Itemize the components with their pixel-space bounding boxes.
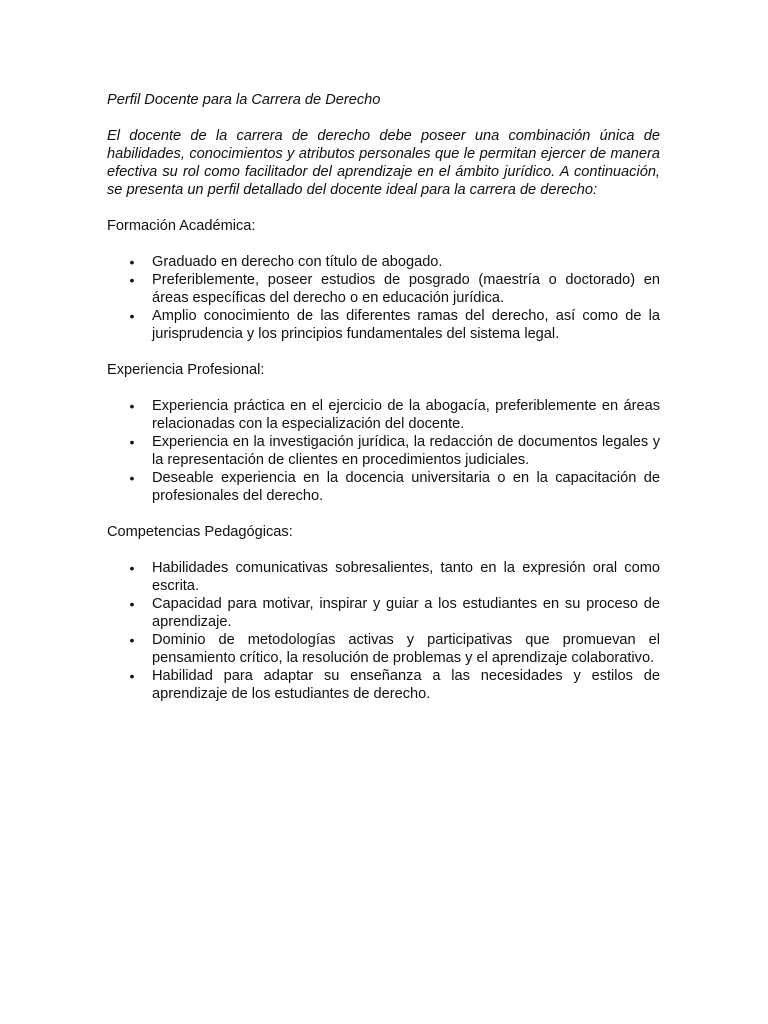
list-item-text: Experiencia práctica en el ejercicio de la abogacía, preferiblemente en áreas relacionadas con la especialización del docente. <box>152 398 660 432</box>
bullet-icon: • <box>129 434 135 450</box>
list-item-text: Experiencia en la investigación jurídica, la redacción de documentos legales y la representación de clientes en procedimientos judiciales. <box>152 434 660 468</box>
list-competencias <box>107 559 660 703</box>
bullet-icon: • <box>129 272 135 288</box>
list-item <box>107 631 660 667</box>
list-formacion <box>107 253 660 343</box>
list-item <box>107 271 660 307</box>
list-item-text: Capacidad para motivar, inspirar y guiar a los estudiantes en su proceso de aprendizaje. <box>152 596 660 630</box>
list-experiencia <box>107 397 660 505</box>
list-item <box>107 667 660 703</box>
bullet-icon: • <box>129 398 135 414</box>
bullet-icon: • <box>129 596 135 612</box>
list-item-text: Graduado en derecho con título de abogado. <box>152 254 443 270</box>
list-item-text: Deseable experiencia en la docencia universitaria o en la capacitación de profesionales del derecho. <box>152 470 660 504</box>
list-item-text: Amplio conocimiento de las diferentes ramas del derecho, así como de la jurisprudencia y los principios fundamentales del sistema legal. <box>152 308 660 342</box>
list-item-text: Habilidad para adaptar su enseñanza a las necesidades y estilos de aprendizaje de los estudiantes de derecho. <box>152 668 660 702</box>
list-item <box>107 595 660 631</box>
section-heading-experiencia: Experiencia Profesional: <box>107 362 265 378</box>
list-item <box>107 307 660 343</box>
list-item-text: Habilidades comunicativas sobresalientes, tanto en la expresión oral como escrita. <box>152 560 660 594</box>
section-heading-formacion: Formación Académica: <box>107 218 256 234</box>
document-title: Perfil Docente para la Carrera de Derecho <box>107 92 381 108</box>
intro-paragraph: El docente de la carrera de derecho debe poseer una combinación única de habilidades, conocimientos y atributos personales que le permitan ejercer de manera efectiva su rol como facilitador del aprendizaje en el ámbito jurídico. A continuación, se presenta un perfil detallado del docente ideal para la carrera de derecho: <box>107 128 660 198</box>
list-item <box>107 397 660 433</box>
list-item <box>107 469 660 505</box>
bullet-icon: • <box>129 470 135 486</box>
bullet-icon: • <box>129 560 135 576</box>
bullet-icon: • <box>129 308 135 324</box>
list-item <box>107 253 660 271</box>
list-item <box>107 559 660 595</box>
document-page <box>107 91 660 721</box>
list-item-text: Dominio de metodologías activas y participativas que promuevan el pensamiento crítico, la resolución de problemas y el aprendizaje colaborativo. <box>152 632 660 666</box>
bullet-icon: • <box>129 668 135 684</box>
bullet-icon: • <box>129 632 135 648</box>
list-item <box>107 433 660 469</box>
bullet-icon: • <box>129 254 135 270</box>
list-item-text: Preferiblemente, poseer estudios de posgrado (maestría o doctorado) en áreas específicas del derecho o en educación jurídica. <box>152 272 660 306</box>
section-heading-competencias: Competencias Pedagógicas: <box>107 524 293 540</box>
